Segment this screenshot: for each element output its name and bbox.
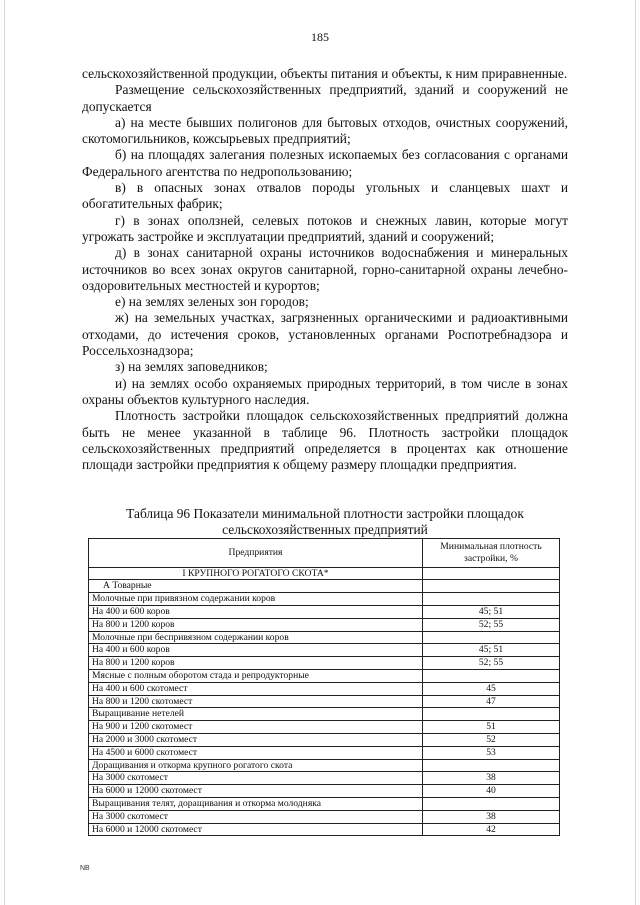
enterprise-cell: На 6000 и 12000 скотомест [89,785,423,798]
enterprise-cell: Выращивания телят, доращивания и откорма молодняка [89,797,423,810]
enterprise-cell: I КРУПНОГО РОГАТОГО СКОТА* [89,567,423,580]
table-row [89,605,560,618]
page-number: 185 [311,30,329,44]
table-row [89,618,560,631]
table-row [89,721,560,734]
paragraph: г) в зонах оползней, селевых потоков и снежных лавин, которые могут угрожать застройке и эксплуатации предприятий, зданий и сооружений; [82,212,568,244]
table-caption [82,506,568,538]
paragraph: з) на землях заповедников; [115,359,268,375]
table-row [89,593,560,606]
table-row [89,772,560,785]
table-row [89,759,560,772]
density-value-cell [423,580,560,593]
table-header-row [89,539,560,568]
enterprise-cell: На 6000 и 12000 скотомест [89,823,423,836]
enterprise-cell: На 400 и 600 коров [89,644,423,657]
density-value-cell: 40 [423,785,560,798]
paragraph: е) на землях зеленых зон городов; [115,294,309,310]
density-value-cell: 45 [423,682,560,695]
table-row [89,733,560,746]
enterprise-cell: Мясные с полным оборотом стада и репродукторные [89,669,423,682]
table-caption-line1: Таблица 96 Показатели минимальной плотности застройки площадок [126,506,524,521]
header-min-density: Минимальная плотность застройки, % [423,539,560,568]
paragraph: Плотность застройки площадок сельскохозяйственных предприятий должна быть не менее указанной в таблице 96. Плотность застройки площадок сельскохозяйственных предприятий определяется в процентах как отношение площади застройки предприятия к общему размеру площадки предприятия. [82,408,568,473]
enterprise-cell: Доращивания и откорма крупного рогатого скота [89,759,423,772]
paragraph: б) на площадях залегания полезных ископаемых без согласования с органами Федерального агентства по недропользованию; [82,147,568,179]
table-row [89,669,560,682]
paragraph: а) на месте бывших полигонов для бытовых отходов, очистных сооружений, скотомогильников, кожсырьевых предприятий; [82,114,568,147]
paragraph: и) на землях особо охраняемых природных территорий, в том числе в зонах охраны объектов культурного наследия. [82,375,568,407]
paragraph: сельскохозяйственной продукции, объекты питания и объекты, к ним приравненные. [82,66,568,81]
density-value-cell: 47 [423,695,560,708]
density-value-cell [423,669,560,682]
density-value-cell: 42 [423,823,560,836]
table-row [89,567,560,580]
paragraph: д) в зонах санитарной охраны источников водоснабжения и минеральных источников во всех зонах округов санитарной, горно-санитарной охраны лечебно-оздоровительных местностей и курортов; [82,245,568,293]
density-value-cell [423,593,560,606]
header-enterprises: Предприятия [89,539,423,568]
body-text [82,66,568,473]
enterprise-cell: На 800 и 1200 коров [89,618,423,631]
enterprise-cell: Молочные при беспривязном содержании коров [89,631,423,644]
table-row [89,644,560,657]
enterprise-cell: Выращивание нетелей [89,708,423,721]
table-caption-line2: сельскохозяйственных предприятий [222,522,428,537]
density-value-cell: 52 [423,733,560,746]
density-value-cell: 53 [423,746,560,759]
enterprise-cell: На 900 и 1200 скотомест [89,721,423,734]
density-value-cell [423,567,560,580]
enterprise-cell: На 400 и 600 коров [89,605,423,618]
table-row [89,657,560,670]
table-row [89,695,560,708]
enterprise-cell: На 4500 и 6000 скотомест [89,746,423,759]
footer-mark: NB [80,865,90,872]
density-value-cell: 38 [423,772,560,785]
enterprise-cell: На 2000 и 3000 скотомест [89,733,423,746]
scan-edge-right [635,0,636,905]
density-value-cell [423,631,560,644]
density-value-cell [423,759,560,772]
paragraph: Размещение сельскохозяйственных предприятий, зданий и сооружений не допускается [82,82,568,114]
enterprise-cell: На 400 и 600 скотомест [89,682,423,695]
scan-edge-left [4,0,5,905]
density-value-cell: 45; 51 [423,644,560,657]
density-value-cell: 51 [423,721,560,734]
density-value-cell [423,797,560,810]
density-table [88,538,560,836]
table-row [89,631,560,644]
density-value-cell [423,708,560,721]
enterprise-cell: На 800 и 1200 коров [89,657,423,670]
table-row [89,682,560,695]
enterprise-cell: На 3000 скотомест [89,772,423,785]
table-body [89,567,560,836]
paragraph: в) в опасных зонах отвалов породы угольных и сланцевых шахт и обогатительных фабрик; [82,180,568,212]
table-row [89,746,560,759]
table-row [89,810,560,823]
table-row [89,797,560,810]
density-value-cell: 52; 55 [423,618,560,631]
enterprise-cell: На 3000 скотомест [89,810,423,823]
table-row [89,823,560,836]
density-value-cell: 45; 51 [423,605,560,618]
enterprise-cell: На 800 и 1200 скотомест [89,695,423,708]
paragraph: ж) на земельных участках, загрязненных органическими и радиоактивными отходами, до истечения сроков, установленных органами Роспотребнадзора и Россельхознадзора; [82,310,568,359]
enterprise-cell: Молочные при привязном содержании коров [89,593,423,606]
table-row [89,580,560,593]
table-row [89,785,560,798]
table-row [89,708,560,721]
enterprise-cell: А Товарные [89,580,423,593]
density-value-cell: 52; 55 [423,657,560,670]
density-value-cell: 38 [423,810,560,823]
